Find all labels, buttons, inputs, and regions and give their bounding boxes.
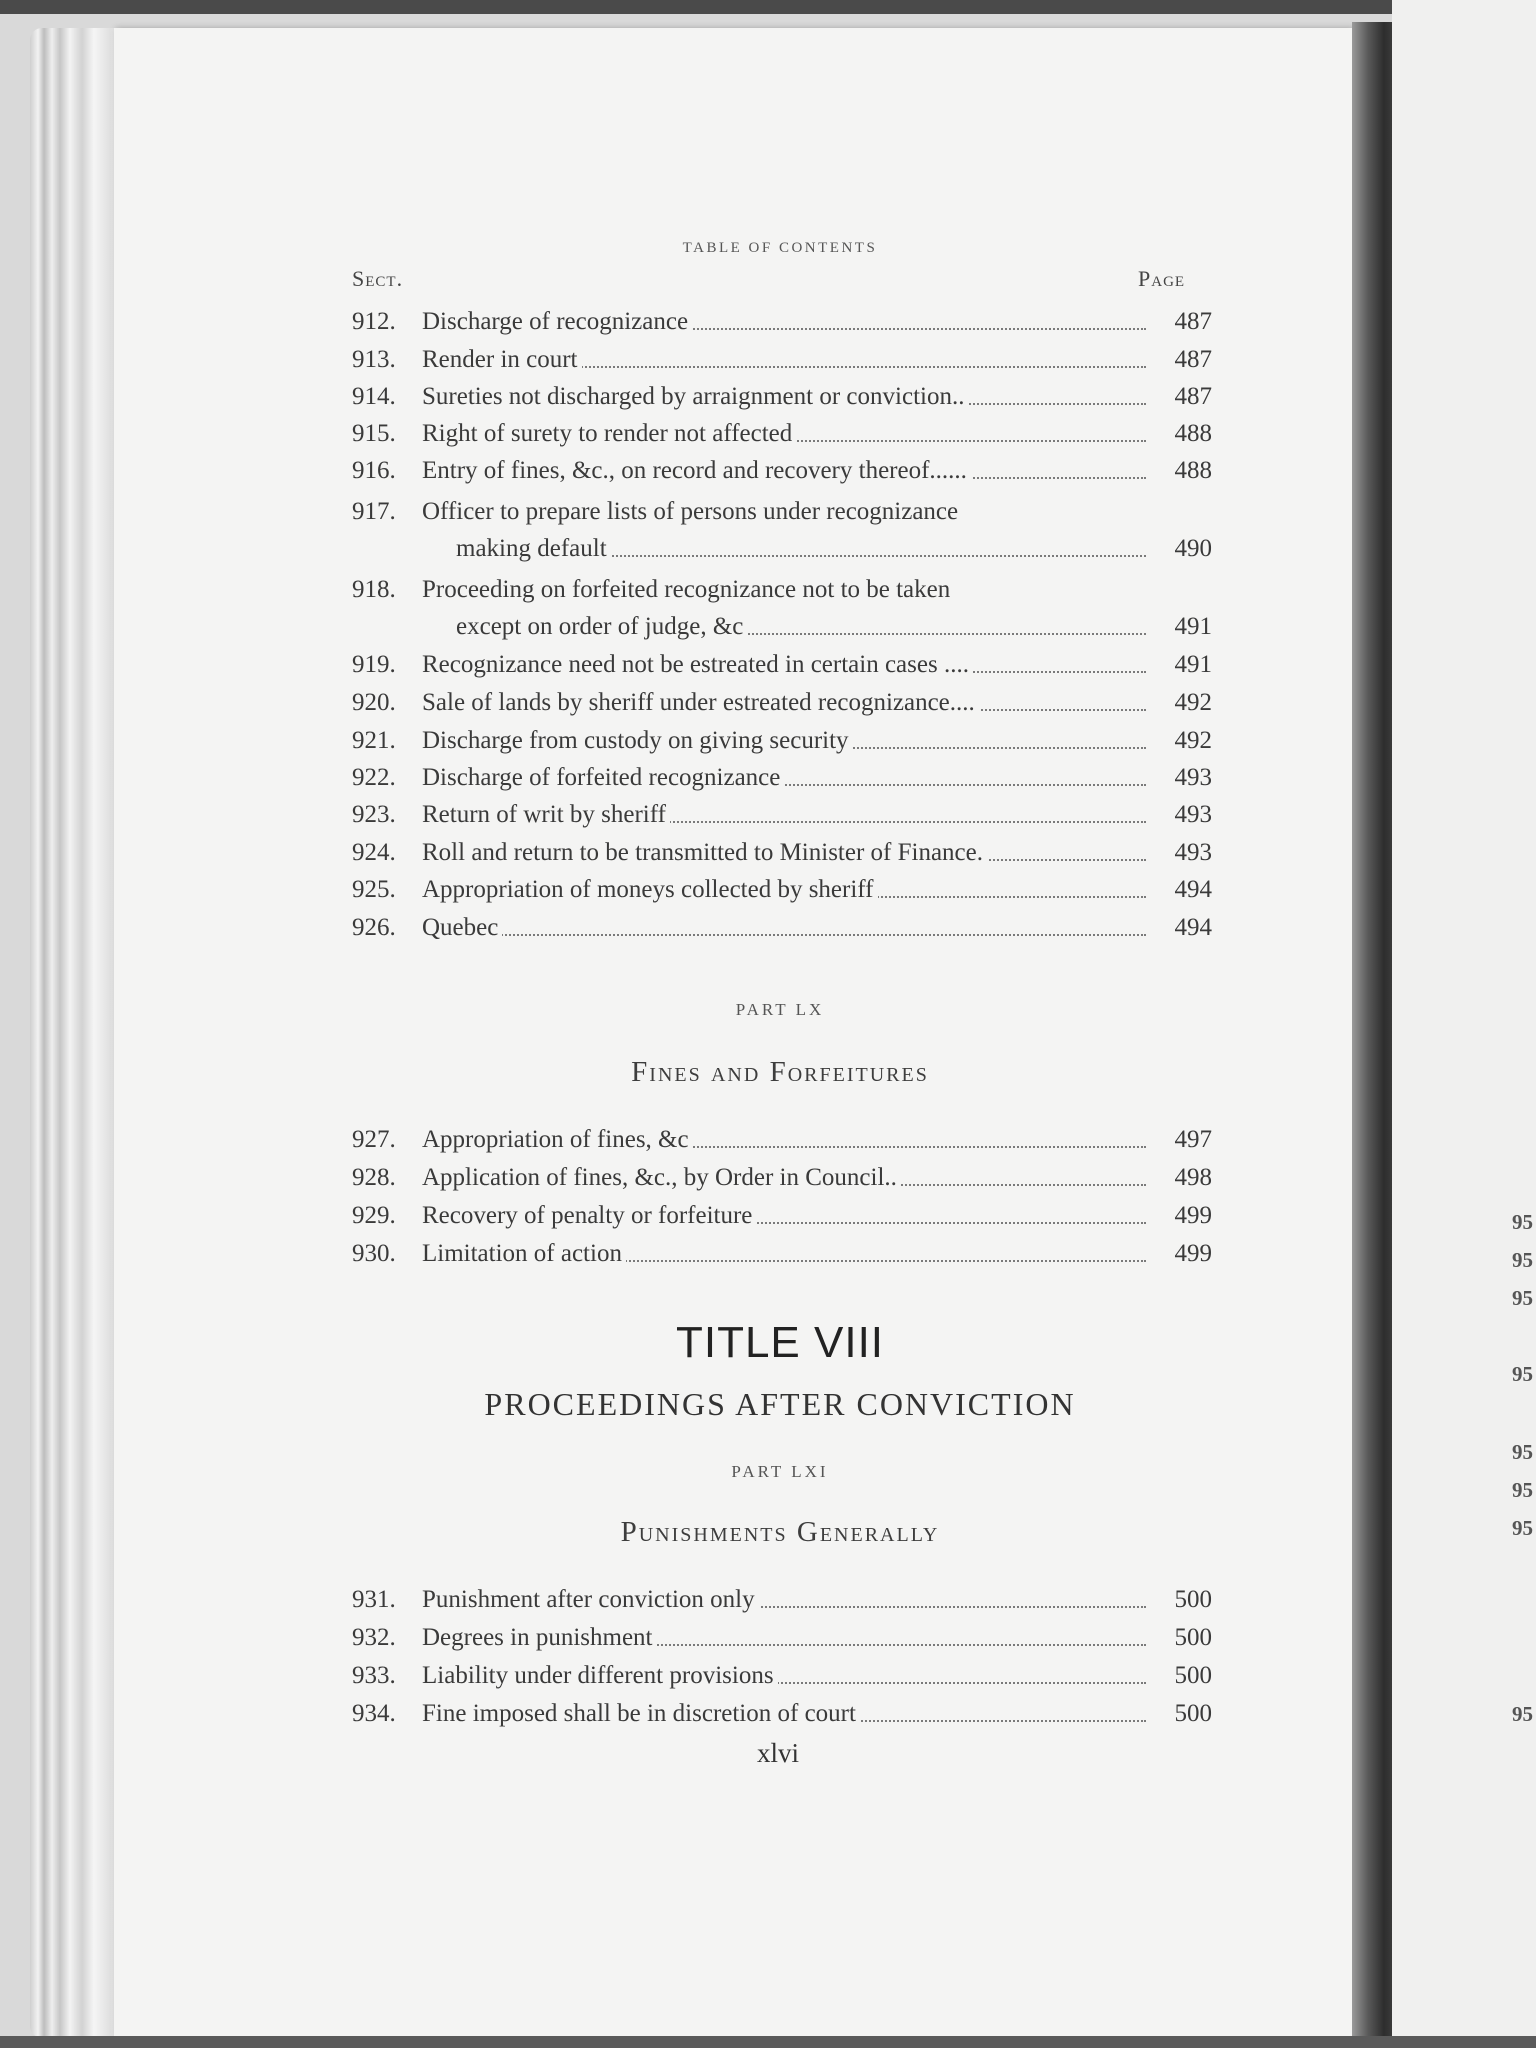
toc-entry: [352, 1696, 1212, 1732]
toc-entry: [352, 494, 1212, 530]
entry-title: Entry of fines, &c., on record and recovery thereof......: [422, 457, 971, 484]
toc-entry: [352, 572, 1212, 608]
part-label: PART LXI: [731, 1462, 829, 1481]
entry-title: Recovery of penalty or forfeiture: [422, 1202, 756, 1229]
section-number: 913.: [352, 346, 396, 373]
page-number: 487: [1174, 308, 1212, 335]
section-number: 915.: [352, 420, 396, 447]
page-edges: [30, 28, 120, 2038]
section-number: 923.: [352, 801, 396, 828]
toc-entry: [352, 1198, 1212, 1234]
toc-entry: [352, 1658, 1212, 1694]
entry-title: Punishment after conviction only: [422, 1586, 759, 1613]
section-number: 918.: [352, 576, 396, 603]
section-number: 917.: [352, 498, 396, 525]
entry-title: Limitation of action: [422, 1240, 626, 1267]
facing-fragment: 95: [1512, 1702, 1533, 1726]
entry-title: Fine imposed shall be in discretion of court: [422, 1700, 860, 1727]
part-title: Fines and Forfeitures: [631, 1056, 929, 1088]
section-number: 925.: [352, 876, 396, 903]
facing-fragment: 95: [1512, 1362, 1533, 1386]
entry-title: Return of writ by sheriff: [422, 801, 670, 828]
facing-fragment: 95: [1512, 1516, 1533, 1540]
section-number: 932.: [352, 1624, 396, 1651]
page-number: 493: [1174, 801, 1212, 828]
toc-entry: [352, 723, 1212, 759]
part-label: PART LX: [735, 1000, 825, 1019]
entry-title: Application of fines, &c., by Order in Council..: [422, 1164, 901, 1191]
scanner-bed-bottom: [0, 2036, 1536, 2048]
page-number: 497: [1174, 1126, 1212, 1153]
page-number: 491: [1174, 651, 1212, 678]
facing-fragment: 95: [1512, 1248, 1533, 1272]
entry-title: Proceeding on forfeited recognizance not to be taken: [422, 576, 954, 603]
entry-title: Discharge from custody on giving security: [422, 727, 853, 754]
toc-entry: [352, 1236, 1212, 1272]
page-number: 492: [1174, 689, 1212, 716]
entry-title: Sale of lands by sheriff under estreated recognizance....: [422, 689, 979, 716]
toc-entry: [352, 342, 1212, 378]
page-number: 494: [1174, 876, 1212, 903]
title-heading: TITLE VIII: [675, 1318, 885, 1367]
page-number: 499: [1174, 1240, 1212, 1267]
toc-entry: [352, 1160, 1212, 1196]
page-number: 499: [1174, 1202, 1212, 1229]
section-number: 931.: [352, 1586, 396, 1613]
toc-entry: [352, 685, 1212, 721]
toc-entry: [352, 647, 1212, 683]
entry-title: Officer to prepare lists of persons under recognizance: [422, 498, 962, 525]
scanner-bed-top: [0, 0, 1536, 14]
entry-title: Recognizance need not be estreated in certain cases ....: [422, 651, 973, 678]
section-number: 930.: [352, 1240, 396, 1267]
section-number: 934.: [352, 1700, 396, 1727]
page-number: 500: [1174, 1624, 1212, 1651]
entry-title: Appropriation of fines, &c: [422, 1126, 693, 1153]
toc-entry: [352, 1582, 1212, 1618]
entry-title: Appropriation of moneys collected by sheriff: [422, 876, 878, 903]
page-number: 491: [1174, 613, 1212, 640]
entry-title: Render in court: [422, 346, 582, 373]
toc-entry-continuation: [352, 609, 1212, 645]
section-number: 922.: [352, 764, 396, 791]
toc-entry: [352, 379, 1212, 415]
section-number: 927.: [352, 1126, 396, 1153]
facing-fragment: 95: [1512, 1210, 1533, 1234]
section-number: 912.: [352, 308, 396, 335]
entry-title: Right of surety to render not affected: [422, 420, 796, 447]
toc-entry: [352, 453, 1212, 489]
entry-title-continuation: except on order of judge, &c: [456, 613, 747, 640]
column-head-page: Page: [1138, 266, 1186, 291]
page-number: 498: [1174, 1164, 1212, 1191]
page-number: 488: [1174, 420, 1212, 447]
page-number: 492: [1174, 727, 1212, 754]
section-number: 919.: [352, 651, 396, 678]
page-number: 487: [1174, 346, 1212, 373]
column-head-section: Sect.: [352, 266, 404, 291]
page-folio: xlvi: [756, 1738, 799, 1768]
page-number: 500: [1174, 1700, 1212, 1727]
entry-title: Discharge of forfeited recognizance: [422, 764, 784, 791]
entry-title: Degrees in punishment: [422, 1624, 657, 1651]
entry-title: Liability under different provisions: [422, 1662, 778, 1689]
toc-entry: [352, 1620, 1212, 1656]
section-number: 933.: [352, 1662, 396, 1689]
page-number: 500: [1174, 1662, 1212, 1689]
section-number: 921.: [352, 727, 396, 754]
section-number: 926.: [352, 914, 396, 941]
toc-entry: [352, 760, 1212, 796]
section-number: 928.: [352, 1164, 396, 1191]
entry-title: Quebec: [422, 914, 502, 941]
toc-entry: [352, 1122, 1212, 1158]
section-number: 916.: [352, 457, 396, 484]
toc-entry: [352, 416, 1212, 452]
section-number: 924.: [352, 839, 396, 866]
toc-entry: [352, 910, 1212, 946]
entry-title: Roll and return to be transmitted to Minister of Finance.: [422, 839, 987, 866]
facing-fragment: 95: [1512, 1440, 1533, 1464]
toc-entry: [352, 304, 1212, 340]
toc-entry-continuation: [352, 531, 1212, 567]
entry-title-continuation: making default: [456, 535, 611, 562]
part-title: Punishments Generally: [620, 1516, 940, 1548]
title-subheading: PROCEEDINGS AFTER CONVICTION: [484, 1386, 1076, 1422]
page-number: 488: [1174, 457, 1212, 484]
page-number: 487: [1174, 383, 1212, 410]
page-number: 493: [1174, 764, 1212, 791]
facing-fragment: 95: [1512, 1286, 1533, 1310]
page-number: 494: [1174, 914, 1212, 941]
page-number: 490: [1174, 535, 1212, 562]
facing-fragment: 95: [1512, 1478, 1533, 1502]
toc-entry: [352, 835, 1212, 871]
page-number: 500: [1174, 1586, 1212, 1613]
page-number: 493: [1174, 839, 1212, 866]
section-number: 920.: [352, 689, 396, 716]
toc-entry: [352, 797, 1212, 833]
section-number: 914.: [352, 383, 396, 410]
section-number: 929.: [352, 1202, 396, 1229]
toc-entry: [352, 872, 1212, 908]
running-head: TABLE OF CONTENTS: [682, 240, 878, 256]
entry-title: Sureties not discharged by arraignment or conviction..: [422, 383, 968, 410]
entry-title: Discharge of recognizance: [422, 308, 692, 335]
